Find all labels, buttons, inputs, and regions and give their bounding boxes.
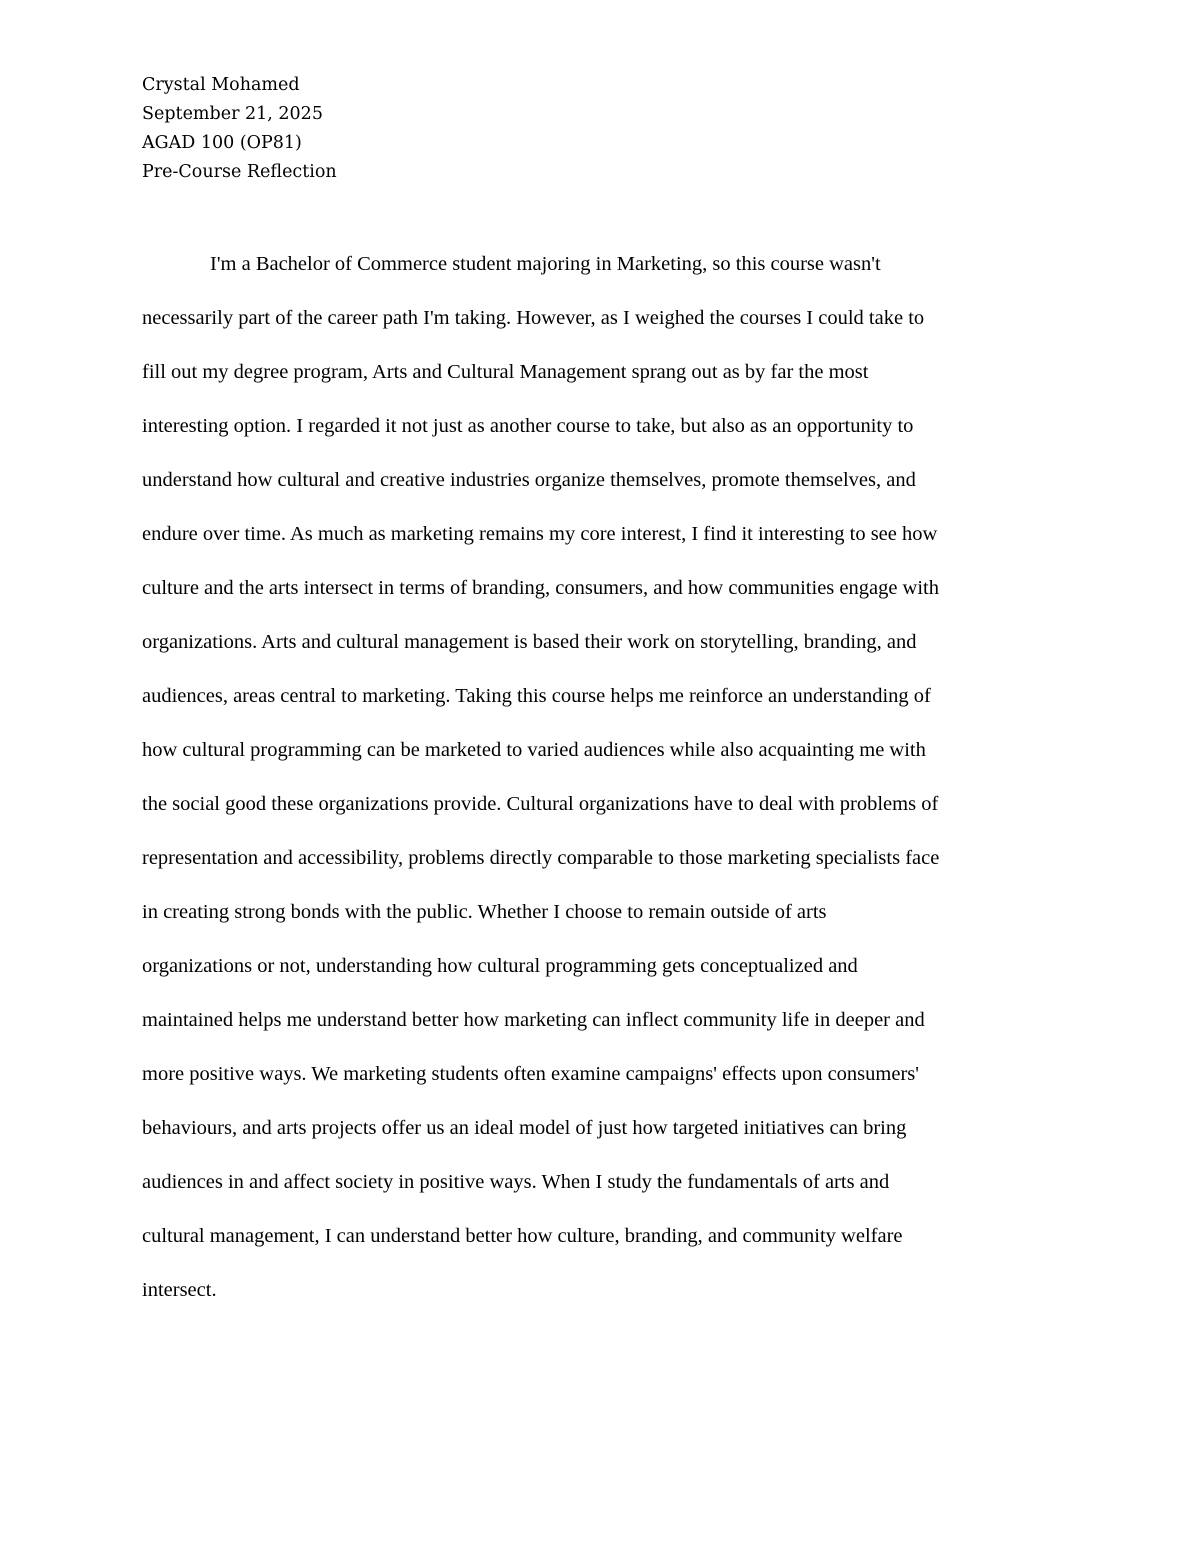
paragraph-line: understand how cultural and creative industries organize themselves, promote themselves, and [142, 469, 916, 491]
paragraph-line: intersect. [142, 1279, 217, 1301]
paragraph-line: interesting option. I regarded it not just as another course to take, but also as an opportunity to [142, 415, 914, 437]
paragraph-line: cultural management, I can understand better how culture, branding, and community welfare [142, 1225, 903, 1247]
paragraph-line: organizations or not, understanding how cultural programming gets conceptualized and [142, 955, 858, 977]
paragraph-line: more positive ways. We marketing students often examine campaigns' effects upon consumers' [142, 1063, 919, 1085]
document-header [142, 71, 1058, 187]
paragraph-line: audiences, areas central to marketing. Taking this course helps me reinforce an understanding of [142, 685, 931, 707]
document-date: September 21, 2025 [142, 104, 323, 124]
paragraph-line: endure over time. As much as marketing remains my core interest, I find it interesting to see how [142, 523, 938, 545]
paragraph-line: how cultural programming can be marketed to varied audiences while also acquainting me with [142, 739, 926, 761]
paragraph-line: culture and the arts intersect in terms of branding, consumers, and how communities engage with [142, 577, 940, 599]
paragraph-line: behaviours, and arts projects offer us an ideal model of just how targeted initiatives can bring [142, 1117, 907, 1139]
paragraph-line: maintained helps me understand better how marketing can inflect community life in deeper and [142, 1009, 925, 1031]
paragraph-line: necessarily part of the career path I'm taking. However, as I weighed the courses I could take to [142, 307, 925, 329]
author-name: Crystal Mohamed [142, 75, 300, 95]
reflection-paragraph [142, 237, 1058, 1317]
paragraph-line: organizations. Arts and cultural management is based their work on storytelling, branding, and [142, 631, 917, 653]
paragraph-line: audiences in and affect society in positive ways. When I study the fundamentals of arts and [142, 1171, 890, 1193]
paragraph-line: in creating strong bonds with the public. Whether I choose to remain outside of arts [142, 901, 827, 923]
paragraph-line: I'm a Bachelor of Commerce student majoring in Marketing, so this course wasn't [210, 253, 881, 275]
course-code: AGAD 100 (OP81) [142, 133, 302, 153]
paragraph-line: representation and accessibility, problems directly comparable to those marketing specialists face [142, 847, 940, 869]
assignment-title: Pre-Course Reflection [142, 162, 337, 182]
paragraph-line: the social good these organizations provide. Cultural organizations have to deal with problems of [142, 793, 939, 815]
paragraph-line: fill out my degree program, Arts and Cultural Management sprang out as by far the most [142, 361, 869, 383]
